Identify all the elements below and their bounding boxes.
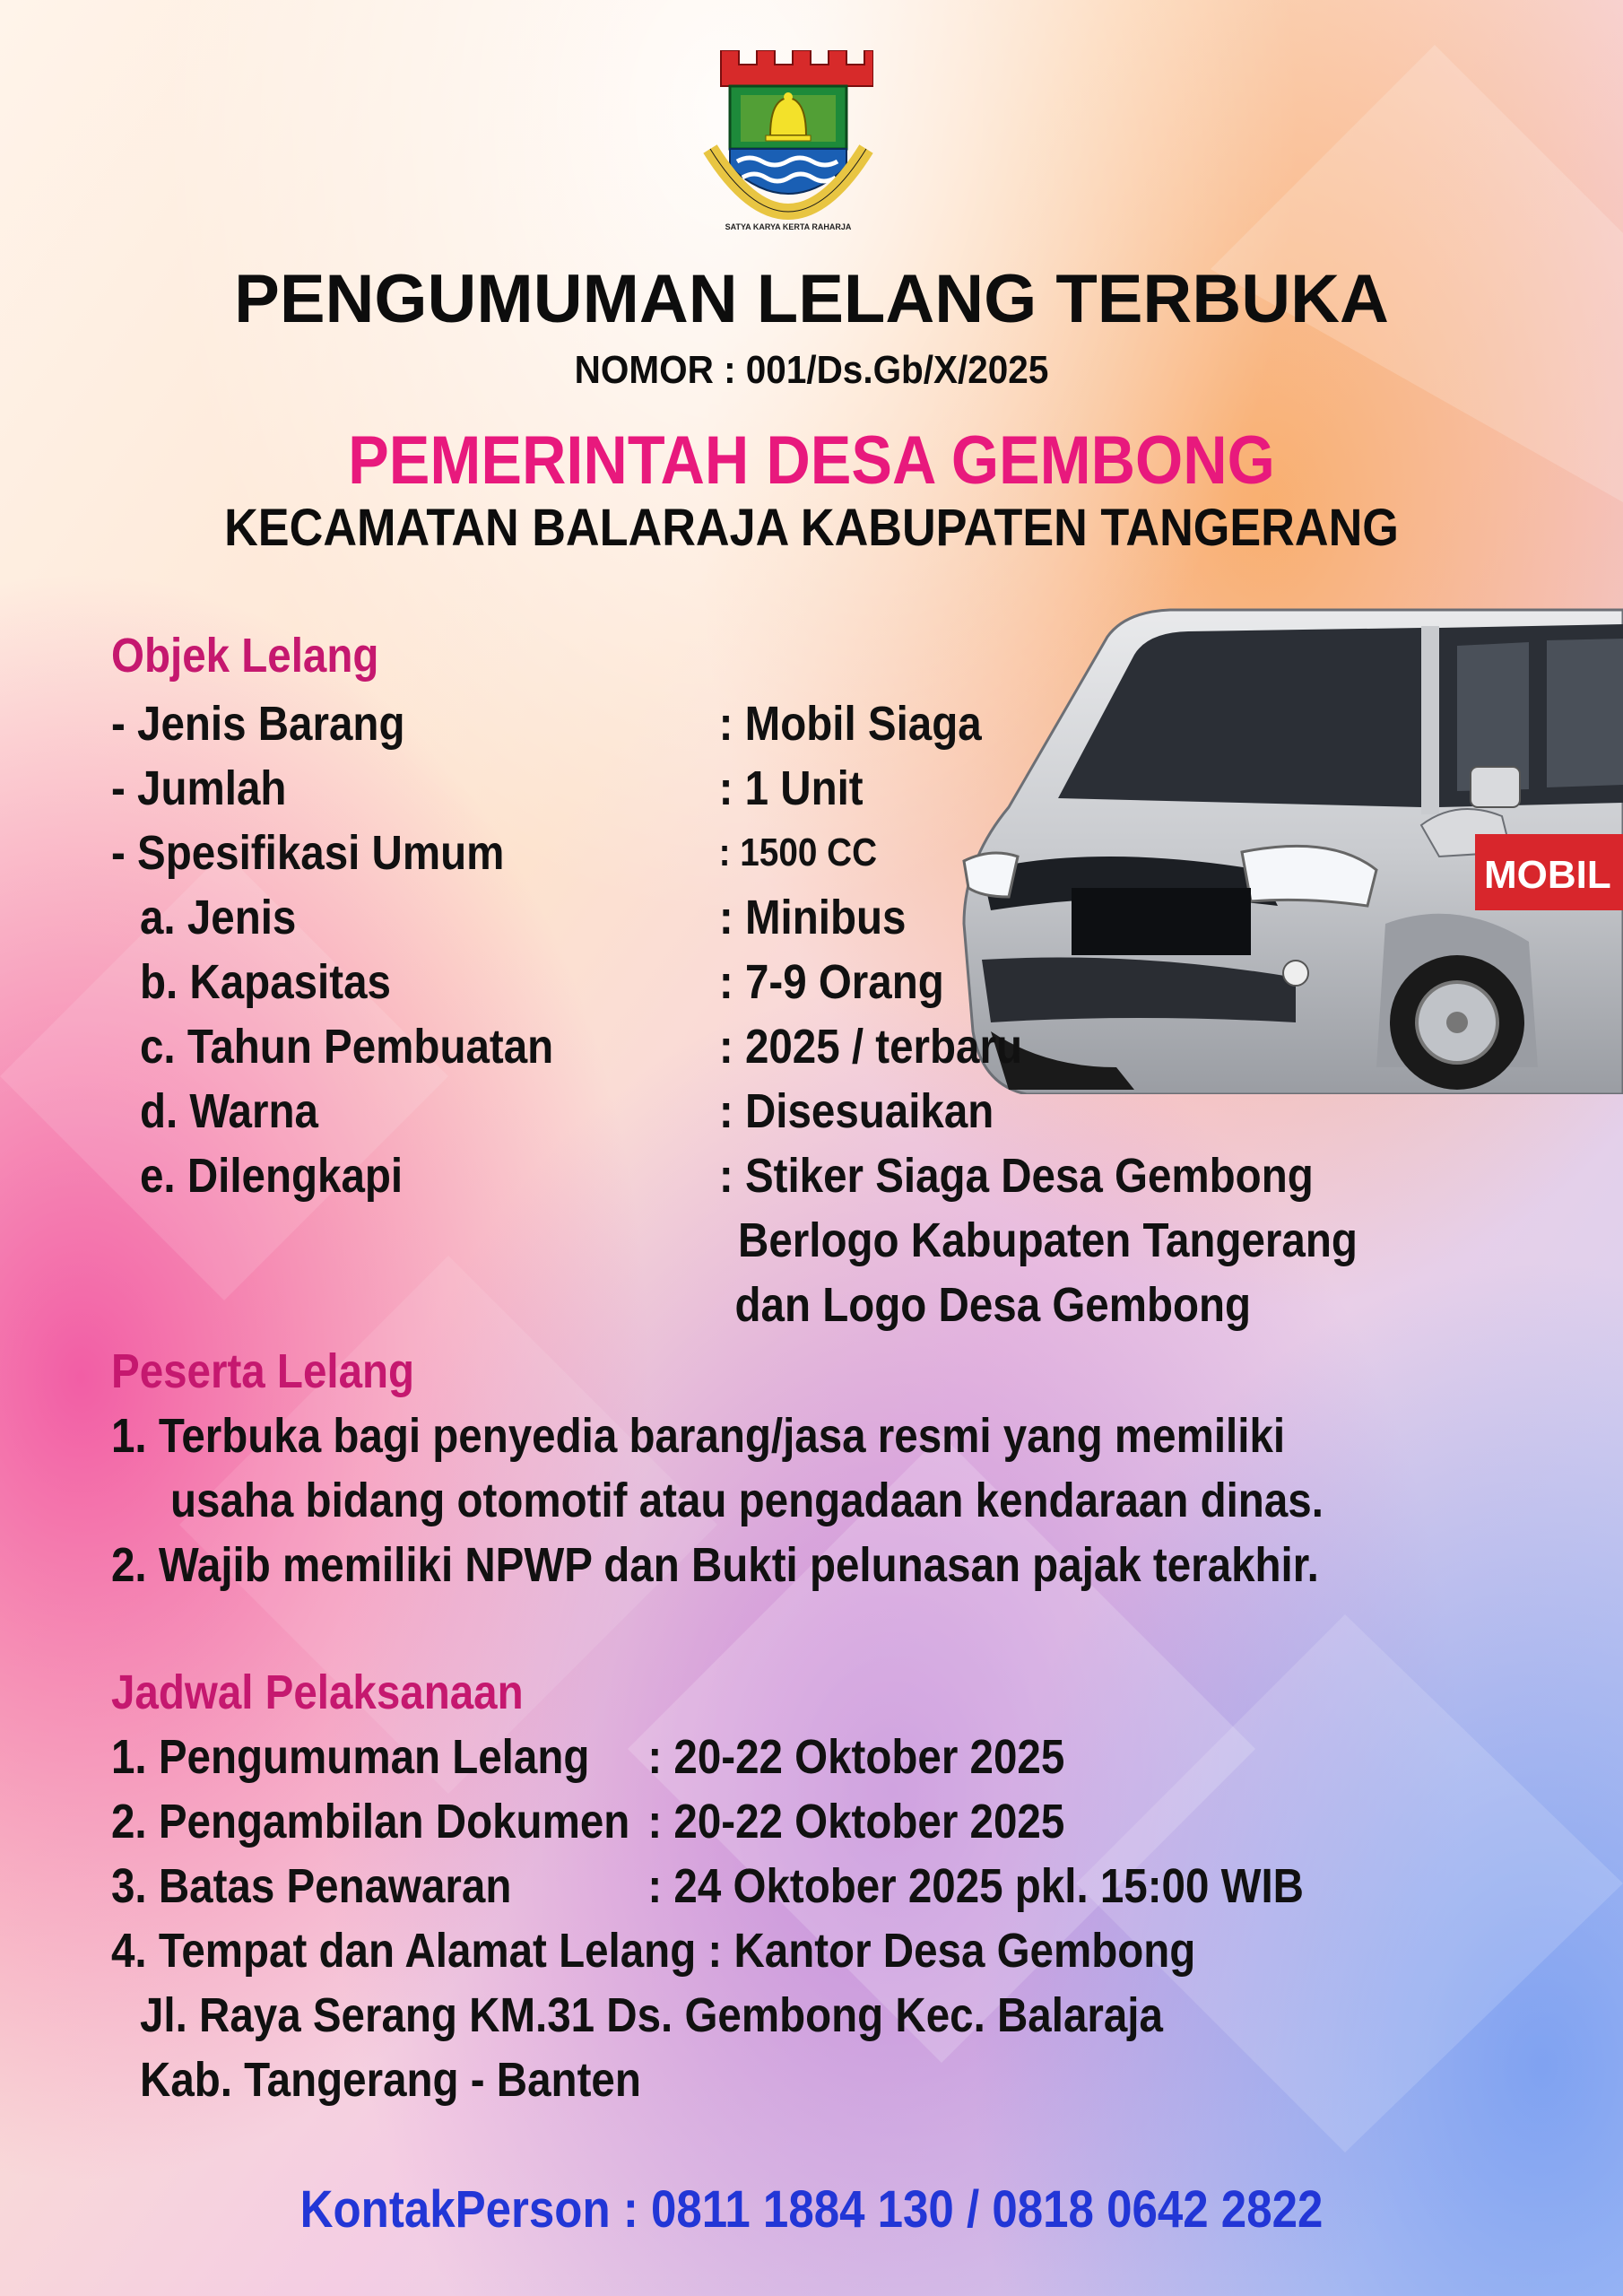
objek-lelang-heading: Objek Lelang [111, 629, 379, 683]
announcement-title: PENGUMUMAN LELANG TERBUKA [234, 261, 1389, 337]
car-sticker-text: MOBIL [1484, 853, 1611, 897]
announcement-number: NOMOR : 001/Ds.Gb/X/2025 [574, 348, 1049, 392]
regency-emblem-logo [703, 50, 873, 244]
svg-text:SATYA KARYA KERTA RAHARJA: SATYA KARYA KERTA RAHARJA [725, 222, 852, 231]
organization-name: PEMERINTAH DESA GEMBONG [348, 422, 1275, 499]
car-photo [955, 601, 1623, 1094]
organization-region: KECAMATAN BALARAJA KABUPATEN TANGERANG [224, 499, 1399, 557]
jadwal-heading: Jadwal Pelaksanaan [111, 1665, 524, 1719]
peserta-lelang-heading: Peserta Lelang [111, 1344, 415, 1398]
contact-person: KontakPerson : 0811 1884 130 / 0818 0642 2822 [299, 2180, 1324, 2239]
